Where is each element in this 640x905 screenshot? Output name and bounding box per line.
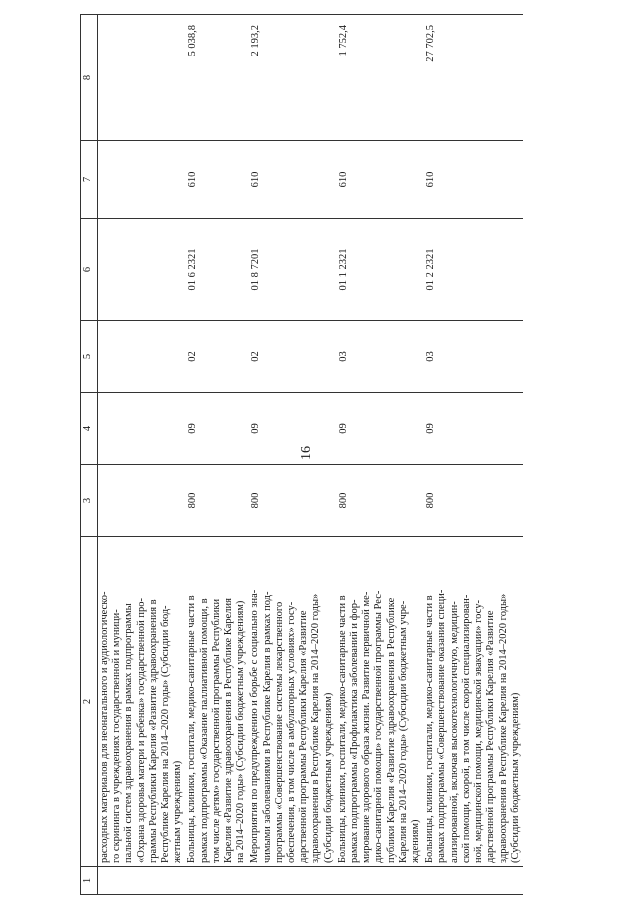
cell-col3: 800 — [248, 465, 335, 537]
table-row — [185, 15, 248, 895]
table-row — [248, 15, 335, 895]
column-header: 1 — [81, 867, 98, 895]
cell-description: Больницы, клиники, госпитали, медико-санитарные части в рамках подпрограммы «Совершенствование оказания специ- ализированной, включая высокотехнологичную, медицин- ской помощи, скорой, в том числе скорой специализирован- ной, медицинской помощи, медицинской эвакуации» госу- дарственной программы Республики Карелия «Развитие здравоохранения в Республике Карелия на 2014–2020 годы» (Субсидии бюджетным учреждениям) — [423, 537, 523, 867]
budget-table — [80, 14, 523, 895]
cell-col3: 800 — [423, 465, 523, 537]
cell-amount: 2 193,2 — [248, 15, 335, 141]
cell-amount — [98, 15, 186, 141]
cell-col1 — [98, 867, 186, 895]
cell-col3: 800 — [336, 465, 423, 537]
cell-col7 — [98, 141, 186, 219]
cell-col6 — [98, 219, 186, 321]
column-header: 4 — [81, 393, 98, 465]
cell-col4 — [98, 393, 186, 465]
column-header: 6 — [81, 219, 98, 321]
cell-col1 — [336, 867, 423, 895]
cell-col4: 09 — [248, 393, 335, 465]
cell-amount: 5 038,8 — [185, 15, 248, 141]
cell-col1 — [423, 867, 523, 895]
cell-description: Больницы, клиники, госпитали, медико-санитарные части в рамках подпрограммы «Профилактика заболеваний и фор- мирование здорового образа жизни. Развитие первичной ме- дико-санитарной помощи» государственной программы Рес- публики Карелия «Развитие здравоохранения в Республике Карелия на 2014–2020 годы» (Субсидии бюджетным учре- ждениям) — [336, 537, 423, 867]
cell-col6: 01 6 2321 — [185, 219, 248, 321]
page-number: 16 — [299, 446, 314, 460]
cell-col6: 01 2 2321 — [423, 219, 523, 321]
cell-col5: 03 — [336, 321, 423, 393]
column-header: 7 — [81, 141, 98, 219]
column-header: 8 — [81, 15, 98, 141]
cell-col3: 800 — [185, 465, 248, 537]
cell-col4: 09 — [185, 393, 248, 465]
cell-col5: 02 — [185, 321, 248, 393]
table-row — [336, 15, 423, 895]
column-header: 3 — [81, 465, 98, 537]
cell-col7: 610 — [423, 141, 523, 219]
cell-col6: 01 8 7201 — [248, 219, 335, 321]
cell-col5 — [98, 321, 186, 393]
budget-table-sheet — [80, 15, 640, 895]
table-row — [423, 15, 523, 895]
cell-col4: 09 — [423, 393, 523, 465]
cell-col1 — [185, 867, 248, 895]
table-header-row — [81, 15, 98, 895]
cell-col6: 01 1 2321 — [336, 219, 423, 321]
cell-col7: 610 — [336, 141, 423, 219]
cell-description: расходных материалов для неонатального и аудиологическо- го скрининга в учреждениях государственной и муници- пальной систем здравоохранения в рамках подпрограммы «Охрана здоровья матери и ребенка» государственной про- граммы Республики Карелия «Развитие здравоохранения в Республике Карелия на 2014–2020 годы» (Субсидии бюд- жетным учреждениям) — [98, 537, 186, 867]
column-header: 2 — [81, 537, 98, 867]
column-header: 5 — [81, 321, 98, 393]
cell-amount: 1 752,4 — [336, 15, 423, 141]
table-row — [98, 15, 186, 895]
cell-col7: 610 — [185, 141, 248, 219]
cell-col7: 610 — [248, 141, 335, 219]
cell-col5: 02 — [248, 321, 335, 393]
cell-col5: 03 — [423, 321, 523, 393]
cell-description: Мероприятия по предупреждению и борьбе с социально зна- чимыми заболеваниями в Республике Карелия в рамках под- программы «Совершенствование системы лекарственного обеспечения, в том числе в амбулаторных условиях» госу- дарственной программы Республики Карелия «Развитие здравоохранения в Республике Карелия на 2014–2020 годы» (Субсидии бюджетным учреждениям) — [248, 537, 335, 867]
cell-amount: 27 702,5 — [423, 15, 523, 141]
cell-description: Больницы, клиники, госпитали, медико-санитарные части в рамках подпрограммы «Оказание паллиативной помощи, в том числе детям» государственной программы Республики Карелия «Развитие здравоохранения в Республике Карелия на 2014–2020 годы» (Субсидии бюджетным учреждениям) — [185, 537, 248, 867]
cell-col3 — [98, 465, 186, 537]
cell-col4: 09 — [336, 393, 423, 465]
cell-col1 — [248, 867, 335, 895]
